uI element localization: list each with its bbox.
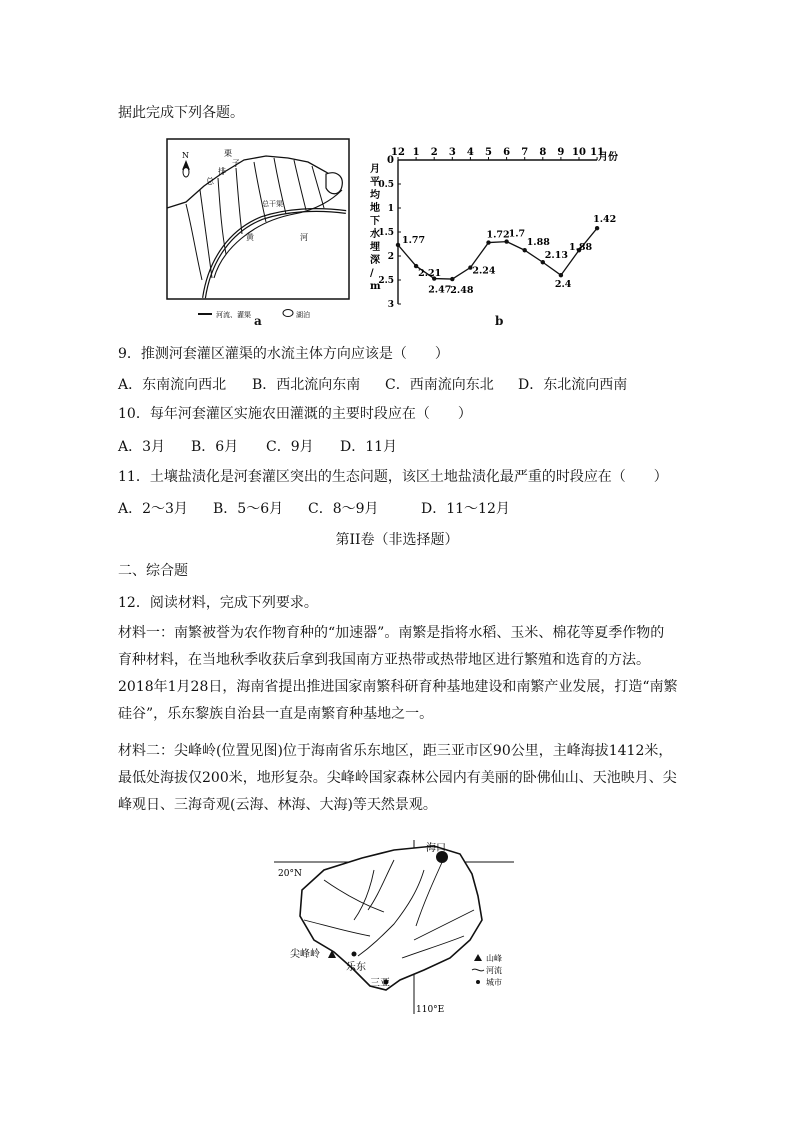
- data-label: 1.72: [486, 229, 510, 241]
- q9-option-d[interactable]: D．东北流向西南: [518, 377, 628, 393]
- x-tick-label: 4: [466, 147, 474, 158]
- x-tick-label: 1: [412, 147, 420, 158]
- x-tick-label: 10: [572, 147, 586, 158]
- x-tick-label: 2: [430, 147, 438, 158]
- y-axis-title-char: 平: [370, 177, 380, 188]
- legend-river: 河流、灌渠: [216, 311, 251, 319]
- y-axis-title-char: 埋: [370, 242, 380, 253]
- city-ledong: 乐东: [346, 962, 366, 973]
- data-point: [595, 226, 599, 230]
- figure-a-hetao-map: [166, 138, 352, 328]
- map-label: 排: [218, 167, 226, 176]
- x-tick-label: 9: [557, 147, 565, 158]
- y-tick-label: 0: [387, 155, 394, 166]
- ledong-city-icon: [352, 952, 357, 957]
- data-point: [396, 243, 400, 247]
- data-label: 2.4: [554, 279, 572, 291]
- data-label: 2.24: [472, 265, 496, 277]
- figure-a-caption: a: [254, 314, 262, 328]
- x-tick-label: 8: [539, 147, 547, 158]
- legend-river-icon: [472, 969, 484, 971]
- data-label: 1.7: [508, 228, 526, 240]
- q11-option-b[interactable]: B．5～6月: [213, 501, 284, 517]
- map-label: 总干渠: [262, 200, 283, 208]
- y-axis-title-char: 下: [370, 216, 380, 227]
- q9-option-a[interactable]: A．东南流向西北: [118, 377, 227, 393]
- data-label: 1.42: [593, 214, 617, 226]
- q10-option-b[interactable]: B．6月: [191, 439, 239, 455]
- legend-river: 河流: [486, 966, 502, 975]
- legend-peak: 山峰: [486, 954, 502, 963]
- y-axis-title-char: m: [370, 281, 381, 292]
- y-axis-title-char: 均: [370, 190, 380, 201]
- map-label: 河: [300, 233, 308, 242]
- y-axis-title-char: 月: [370, 164, 380, 175]
- q9-option-c[interactable]: C．西南流向东北: [385, 377, 494, 393]
- lon-label: 110°E: [416, 1005, 445, 1015]
- x-tick-label: 7: [521, 147, 529, 158]
- q10-stem: 10．每年河套灌区实施农田灌溉的主要时段应在（ ）: [118, 406, 472, 422]
- legend-city-icon: [476, 980, 480, 984]
- q11-stem: 11．土壤盐渍化是河套灌区突出的生态问题，该区土地盐渍化最严重的时段应在（ ）: [118, 469, 668, 485]
- data-point: [486, 240, 490, 244]
- q10-option-d[interactable]: D．11月: [340, 439, 398, 455]
- north-label: N: [182, 151, 189, 160]
- x-tick-label: 3: [448, 147, 456, 158]
- legend-lake-icon: [283, 310, 293, 317]
- city-sanya: 三亚: [370, 978, 390, 989]
- data-point: [523, 248, 527, 252]
- y-axis-title-char: 地: [370, 203, 380, 214]
- q10-option-a[interactable]: A．3月: [118, 439, 166, 455]
- map-label: 黄: [246, 233, 254, 242]
- x-axis-unit: 月份: [598, 152, 618, 163]
- x-tick-label: 6: [503, 147, 511, 158]
- part-two-heading: 二、综合题: [118, 563, 188, 579]
- figure-b-caption: b: [495, 314, 504, 328]
- q9-stem: 9．推测河套灌区灌渠的水流主体方向应该是（ ）: [118, 346, 449, 362]
- y-axis-title-char: 水: [370, 229, 380, 240]
- map-label: 子: [232, 159, 240, 168]
- y-tick-label: 2.5: [378, 276, 394, 286]
- x-tick-label: 12: [391, 147, 405, 158]
- data-point: [559, 273, 563, 277]
- data-label: 1.88: [569, 242, 593, 254]
- lat-label: 20°N: [278, 869, 302, 879]
- map-label: 栗: [224, 149, 232, 158]
- data-point: [450, 277, 454, 281]
- q11-option-a[interactable]: A．2～3月: [118, 501, 188, 517]
- material-1: 材料一：南繁被誉为农作物育种的“加速器”。南繁是指将水稻、玉米、棉花等夏季作物的育种材料，在当地秋季收获后拿到我国南方亚热带或热带地区进行繁殖和选育的方法。2018年1月28日，海南省提出推进国家南繁科研育种基地建设和南繁产业发展，打造“南繁硅谷”，乐东黎族自治县一直是南繁育种基地之一。: [118, 625, 678, 722]
- peak-jianfengling: 尖峰岭: [290, 949, 320, 960]
- data-label: 2.47: [428, 284, 452, 296]
- legend-lake: 湖泊: [296, 311, 310, 319]
- city-haikou: 海口: [426, 843, 446, 854]
- legend-city: 城市: [486, 978, 502, 987]
- data-label: 2.13: [544, 250, 568, 262]
- data-label: 1.88: [526, 237, 550, 249]
- section-title: 第II卷（非选择题）: [335, 532, 459, 548]
- map-label: 总: [206, 177, 214, 186]
- intro-text: 据此完成下列各题。: [118, 105, 244, 121]
- q11-option-c[interactable]: C．8～9月: [308, 501, 379, 517]
- q11-option-d[interactable]: D．11～12月: [421, 501, 510, 517]
- y-tick-label: 2: [387, 252, 394, 262]
- q12-stem: 12．阅读材料，完成下列要求。: [118, 595, 318, 611]
- y-axis-title-char: /: [370, 268, 374, 279]
- y-tick-label: 1.5: [378, 228, 394, 238]
- island-outline: [300, 846, 482, 990]
- material-2: 材料二：尖峰岭(位置见图)位于海南省乐东地区，距三亚市区90公里，主峰海拔1412米，最低处海拔仅200米，地形复杂。尖峰岭国家森林公园内有美丽的卧佛仙山、天池映月、尖峰观日、三海奇观(云海、林海、大海)等天然景观。: [118, 743, 677, 813]
- x-tick-label: 5: [485, 147, 492, 158]
- y-tick-label: 0.5: [378, 180, 394, 190]
- data-label: 2.48: [450, 285, 474, 297]
- q10-option-c[interactable]: C．9月: [266, 439, 314, 455]
- figure-b-chart: [362, 140, 632, 316]
- legend-peak-icon: [474, 954, 482, 961]
- x-tick-label: 11: [590, 147, 605, 158]
- y-tick-label: 3: [387, 300, 394, 310]
- data-label: 1.77: [402, 234, 426, 246]
- y-tick-label: 1: [387, 204, 394, 214]
- y-axis-title-char: 深: [370, 255, 380, 266]
- q9-option-b[interactable]: B．西北流向东南: [252, 377, 361, 393]
- data-label: 2.21: [418, 268, 442, 280]
- hainan-map: [274, 840, 518, 1016]
